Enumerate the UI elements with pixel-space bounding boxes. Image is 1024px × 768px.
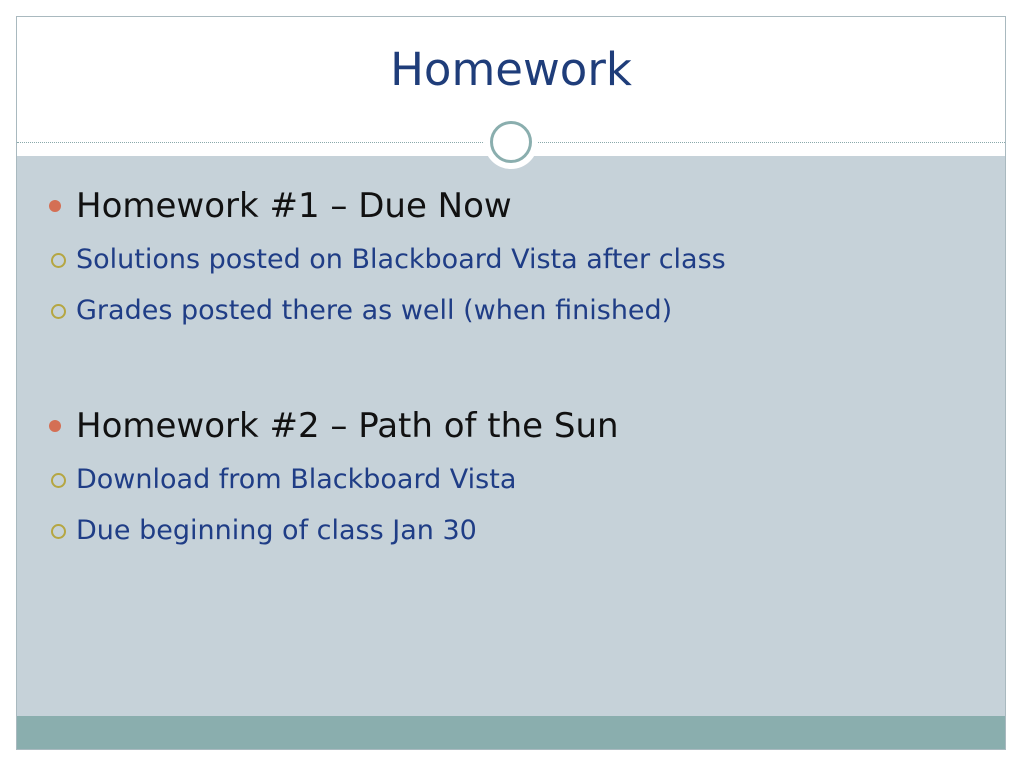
hollow-ring-icon (51, 304, 66, 319)
sub-bullet-solutions (47, 240, 997, 280)
bullet-spacer (47, 331, 997, 411)
filled-dot-icon (49, 420, 61, 432)
sub-bullet-text: Due beginning of class Jan 30 (76, 515, 477, 546)
sub-bullet-grades (47, 291, 997, 331)
sub-bullet-text: Grades posted there as well (when finished) (76, 295, 673, 326)
sub-list-container (47, 460, 997, 551)
slide-title: Homework (390, 43, 632, 96)
sub-bullet-text: Download from Blackboard Vista (76, 464, 517, 495)
hollow-ring-icon (51, 524, 66, 539)
sub-bullet-download (47, 460, 997, 500)
filled-dot-icon (49, 200, 61, 212)
bullet-homework-1 (47, 183, 997, 229)
sub-bullet-list (47, 460, 997, 551)
circle-ring-icon (484, 115, 538, 169)
footer-band (17, 716, 1005, 750)
bullet-text: Homework #1 – Due Now (76, 186, 512, 226)
sub-bullet-list (47, 240, 997, 331)
bullet-homework-2 (47, 403, 997, 449)
sub-bullet-text: Solutions posted on Blackboard Vista after class (76, 244, 726, 275)
emblem-inner-ring (490, 121, 532, 163)
sub-list-container (47, 240, 997, 331)
bullet-text: Homework #2 – Path of the Sun (76, 406, 619, 446)
bullet-list (47, 183, 997, 551)
hollow-ring-icon (51, 253, 66, 268)
hollow-ring-icon (51, 473, 66, 488)
slide (16, 16, 1006, 750)
sub-bullet-due (47, 511, 997, 551)
